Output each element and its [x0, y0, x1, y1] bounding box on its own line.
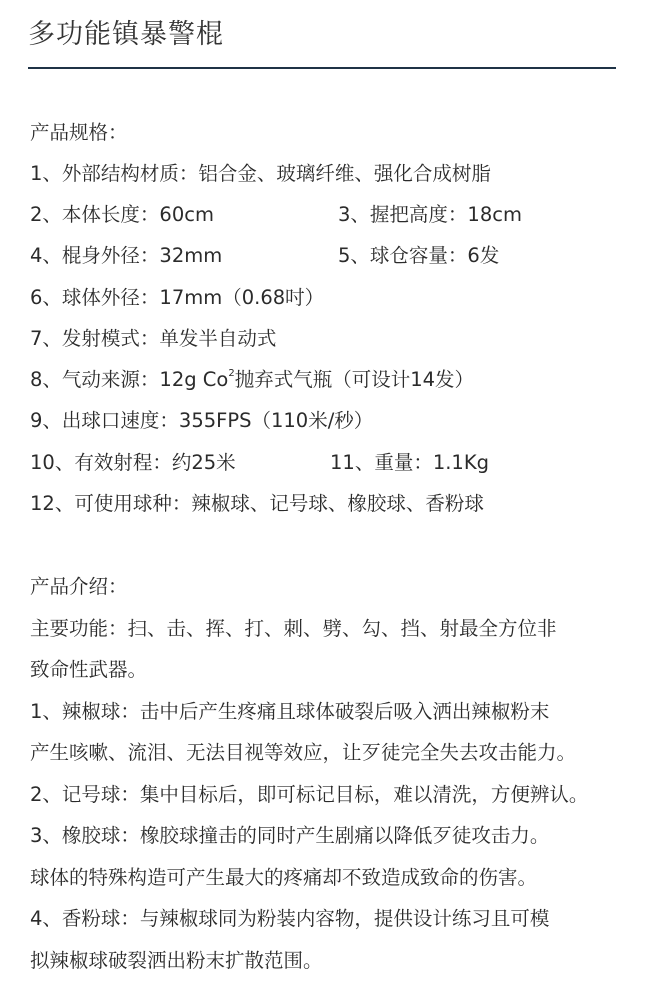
superscript-two: 2 — [228, 367, 235, 379]
spec-item: 11、重量：1.1Kg — [330, 451, 489, 474]
spec-item: 2、本体长度：60cm — [30, 203, 214, 226]
intro-line: 4、香粉球：与辣椒球同为粉装内容物，提供设计练习且可模 — [30, 907, 550, 930]
intro-line: 拟辣椒球破裂洒出粉末扩散范围。 — [30, 949, 323, 972]
intro-line: 2、记号球：集中目标后，即可标记目标，难以清洗，方便辨认。 — [30, 783, 589, 806]
intro-line: 致命性武器。 — [30, 658, 148, 681]
spec-item: 12、可使用球种：辣椒球、记号球、橡胶球、香粉球 — [30, 492, 484, 515]
spec-item-part: 抛弃式气瓶（可设计14发） — [234, 368, 475, 391]
spec-row — [30, 204, 630, 226]
spec-item: 9、出球口速度：355FPS（110米/秒） — [30, 409, 374, 432]
intro-line: 1、辣椒球：击中后产生疼痛且球体破裂后吸入洒出辣椒粉末 — [30, 700, 550, 723]
spec-item-part: 8、气动来源：12g Co — [30, 368, 229, 391]
spec-item-gas-source — [30, 369, 474, 391]
spec-row — [30, 245, 630, 267]
spec-item: 4、棍身外径：32mm — [30, 244, 223, 267]
intro-line: 主要功能：扫、击、挥、打、刺、劈、勾、挡、射最全方位非 — [30, 617, 557, 640]
title-divider — [28, 67, 616, 69]
intro-line: 3、橡胶球：橡胶球撞击的同时产生剧痛以降低歹徒攻击力。 — [30, 824, 550, 847]
page-title: 多功能镇暴警棍 — [28, 19, 224, 50]
spec-row — [30, 452, 630, 474]
intro-heading: 产品介绍： — [30, 575, 128, 598]
spec-item: 1、外部结构材质：铝合金、玻璃纤维、强化合成树脂 — [30, 162, 491, 185]
spec-item: 3、握把高度：18cm — [338, 203, 522, 226]
intro-line: 球体的特殊构造可产生最大的疼痛却不致造成致命的伤害。 — [30, 866, 538, 889]
specs-heading: 产品规格： — [30, 121, 128, 144]
spec-item: 6、球体外径：17mm（0.68吋） — [30, 286, 325, 309]
spec-item: 5、球仓容量：6发 — [338, 244, 500, 267]
intro-line: 产生咳嗽、流泪、无法目视等效应，让歹徒完全失去攻击能力。 — [30, 741, 577, 764]
spec-item: 10、有效射程：约25米 — [30, 451, 236, 474]
spec-item: 7、发射模式：单发半自动式 — [30, 327, 277, 350]
